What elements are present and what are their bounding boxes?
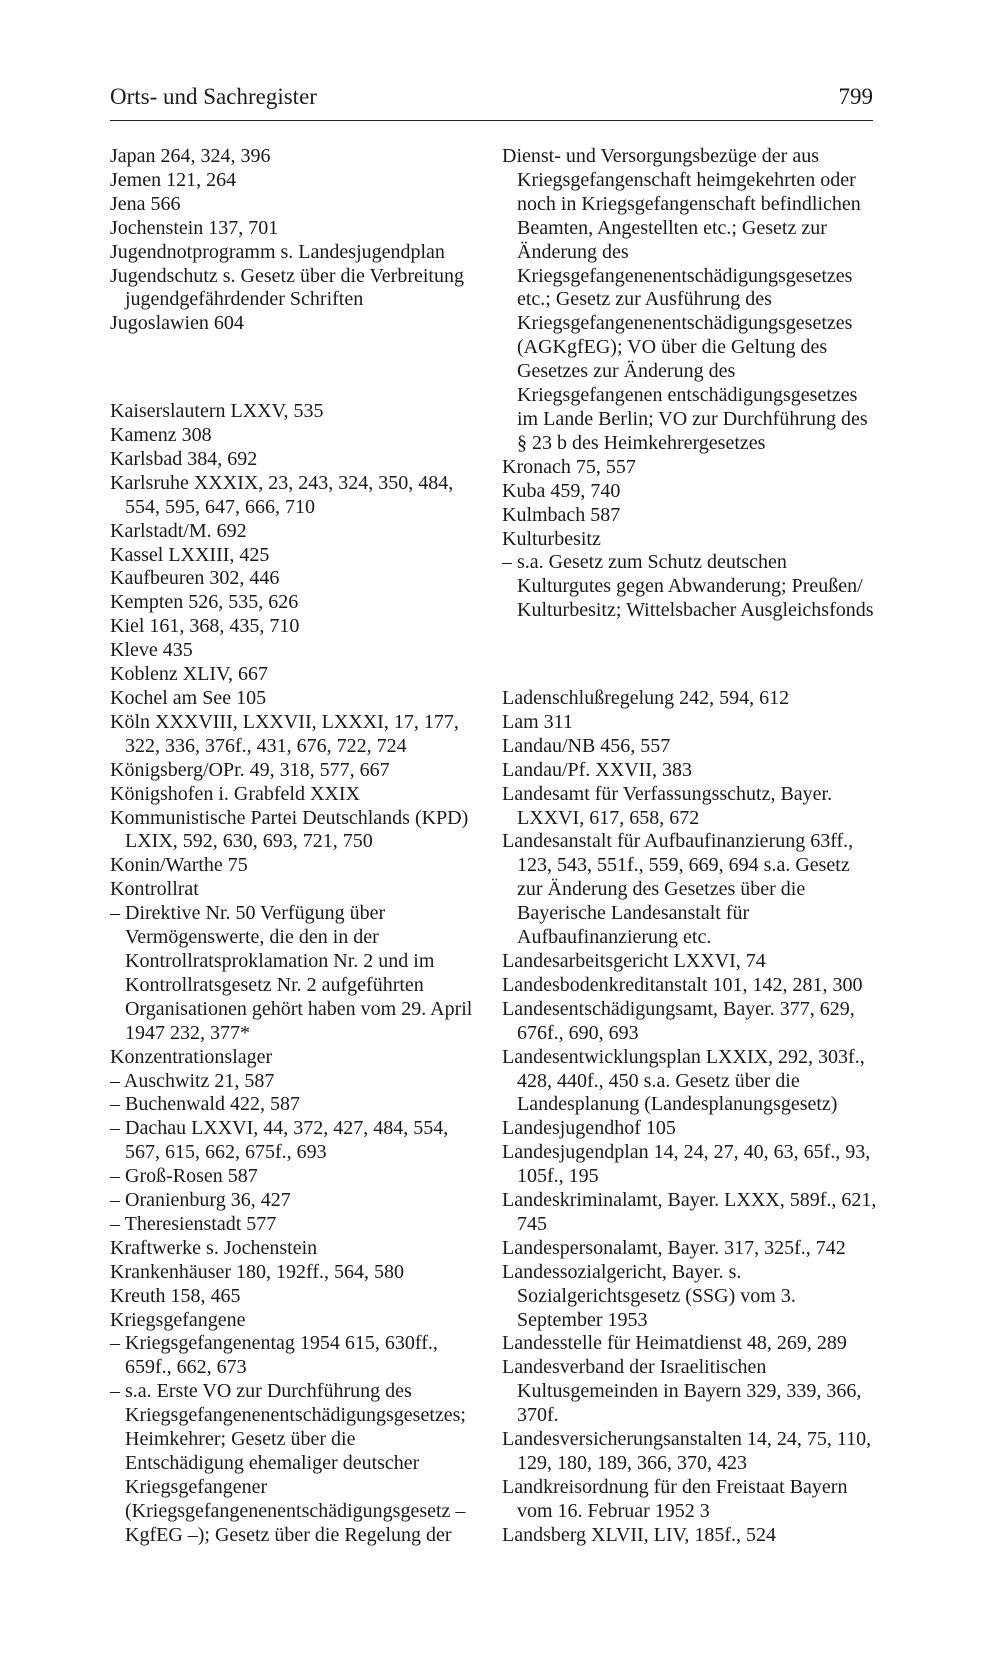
index-entry: Krankenhäuser 180, 192ff., 564, 580 <box>110 1260 405 1283</box>
index-entry: Kommunistische Partei Deutschlands (KPD) LXIX, 592, 630, 693, 721, 750 <box>110 806 469 853</box>
index-entry: – s.a. Erste VO zur Durchführung des Kriegsgefangenenentschädigungsgesetzes; Heimkehrer; Gesetz über die Entschädigung ehemaliger deutscher Kriegsgefangener (Kriegsgefangenenentschädigungsgesetz – KgfEG –); Gesetz über die Regelung der <box>110 1380 466 1546</box>
index-entry: Kulmbach 587 <box>502 503 621 526</box>
index-entry: Landesjugendhof 105 <box>502 1117 676 1140</box>
index-entry: Konin/Warthe 75 <box>110 854 248 877</box>
section-spacer <box>110 356 475 380</box>
index-entry: – Auschwitz 21, 587 <box>110 1069 275 1092</box>
index-entry: Landesamt für Verfassungsschutz, Bayer. LXXVI, 617, 658, 672 <box>502 782 833 829</box>
index-entry: – Buchenwald 422, 587 <box>110 1093 300 1116</box>
index-entry: Landesversicherungsanstalten 14, 24, 75, 110, 129, 180, 189, 366, 370, 423 <box>502 1428 872 1475</box>
index-entry: Kronach 75, 557 <box>502 455 636 478</box>
index-entry: Koblenz XLIV, 667 <box>110 663 268 686</box>
index-entry: Landesentschädigungsamt, Bayer. 377, 629, 676f., 690, 693 <box>502 997 855 1044</box>
index-entry: Landau/NB 456, 557 <box>502 734 671 757</box>
index-entry: Jugoslawien 604 <box>110 312 244 335</box>
index-entry: Landespersonalamt, Bayer. 317, 325f., 742 <box>502 1236 846 1259</box>
index-entry: Königshofen i. Grabfeld XXIX <box>110 782 360 805</box>
index-entry: Jena 566 <box>110 192 181 215</box>
index-entry: – s.a. Gesetz zum Schutz deutschen Kulturgutes gegen Abwanderung; Preußen/ Kulturbesitz; Wittelsbacher Ausgleichsfonds <box>502 551 874 622</box>
index-entry: Konzentrationslager <box>110 1045 273 1068</box>
index-entry: Karlsbad 384, 692 <box>110 447 258 470</box>
running-header <box>110 80 873 121</box>
index-entry: – Direktive Nr. 50 Verfügung über Vermögenswerte, die den in der Kontrollratsproklamation Nr. 2 und im Kontrollratsgesetz Nr. 2 aufgeführten Organisationen gehört haben vom 29. April 1947 232, 377* <box>110 902 473 1044</box>
index-entry: Landesarbeitsgericht LXXVI, 74 <box>502 949 766 972</box>
index-entry: Kriegsgefangene <box>110 1308 246 1331</box>
index-entry: Ladenschlußregelung 242, 594, 612 <box>502 687 790 710</box>
index-entry: Jugendnotprogramm s. Landesjugendplan <box>110 240 445 263</box>
index-entry: – Kriegsgefangenentag 1954 615, 630ff., 659f., 662, 673 <box>110 1332 438 1379</box>
index-entry: Lam 311 <box>502 710 573 733</box>
index-entry: Landesstelle für Heimatdienst 48, 269, 289 <box>502 1332 847 1355</box>
index-entry: Karlsruhe XXXIX, 23, 243, 324, 350, 484, 554, 595, 647, 666, 710 <box>110 471 454 518</box>
index-entry: Landesverband der Israelitischen Kultusgemeinden in Bayern 329, 339, 366, 370f. <box>502 1356 862 1427</box>
index-entry: Kraftwerke s. Jochenstein <box>110 1236 318 1259</box>
index-entry: Landeskriminalamt, Bayer. LXXX, 589f., 621, 745 <box>502 1189 877 1235</box>
index-entry: Königsberg/OPr. 49, 318, 577, 667 <box>110 758 390 781</box>
index-entry: Kontrollrat <box>110 878 199 901</box>
index-entry: Kamenz 308 <box>110 424 212 447</box>
page-number: 799 <box>838 84 873 109</box>
index-entry: – Dachau LXXVI, 44, 372, 427, 484, 554, 567, 615, 662, 675f., 693 <box>110 1117 449 1164</box>
index-entry: Kuba 459, 740 <box>502 479 621 502</box>
index-entry: Jugendschutz s. Gesetz über die Verbreitung jugendgefährdender Schriften <box>110 264 464 311</box>
left-index-column <box>110 145 475 1548</box>
right-index-column <box>502 145 877 1548</box>
index-entry: Landessozialgericht, Bayer. s. Sozialgerichtsgesetz (SSG) vom 3. September 1953 <box>502 1260 796 1331</box>
index-entry: Landesentwicklungsplan LXXIX, 292, 303f., 428, 440f., 450 s.a. Gesetz über die Landesplanung (Landesplanungsgesetz) <box>502 1045 865 1116</box>
index-entry: Japan 264, 324, 396 <box>110 145 271 167</box>
index-entry: – Theresienstadt 577 <box>110 1212 277 1235</box>
index-entry: Köln XXXVIII, LXXVII, LXXXI, 17, 177, 322, 336, 376f., 431, 676, 722, 724 <box>110 710 459 757</box>
index-entry: Jemen 121, 264 <box>110 168 237 191</box>
index-entry: Jochenstein 137, 701 <box>110 216 279 239</box>
index-entry: Landsberg XLVII, LIV, 185f., 524 <box>502 1523 777 1546</box>
index-entry: Kempten 526, 535, 626 <box>110 591 299 614</box>
index-entry: Kulturbesitz <box>502 527 601 550</box>
index-entry: – Groß-Rosen 587 <box>110 1165 258 1188</box>
index-entry: Kassel LXXIII, 425 <box>110 543 270 566</box>
index-entry: Landesbodenkreditanstalt 101, 142, 281, 300 <box>502 973 863 996</box>
register-title: Orts- und Sachregister <box>110 84 317 109</box>
index-entry: Karlstadt/M. 692 <box>110 519 247 542</box>
index-entry: – Oranienburg 36, 427 <box>110 1189 291 1212</box>
index-entry: Kaufbeuren 302, 446 <box>110 567 280 590</box>
index-entry: Landkreisordnung für den Freistaat Bayern vom 16. Februar 1952 3 <box>502 1475 848 1522</box>
section-spacer <box>502 643 877 667</box>
index-entry: Kiel 161, 368, 435, 710 <box>110 615 300 638</box>
index-entry: Kochel am See 105 <box>110 687 267 710</box>
index-entry: Dienst- und Versorgungsbezüge der aus Kriegsgefangenschaft heimgekehrten oder noch in Kriegsgefangenschaft befindlichen Beamten, Angestellten etc.; Gesetz zur Änderung des Kriegsgefangenenentschädigungsgesetzes etc.; Gesetz zur Ausführung des Kriegsgefangenenentschädigungsgesetzes (AGKgfEG); VO über die Geltung des Gesetzes zur Änderung des Kriegsgefangenen entschädigungsgesetzes im Lande Berlin; VO zur Durchführung des § 23 b des Heimkehrergesetzes <box>502 145 868 454</box>
index-entry: Kreuth 158, 465 <box>110 1284 241 1307</box>
index-entry: Landesjugendplan 14, 24, 27, 40, 63, 65f., 93, 105f., 195 <box>502 1141 871 1188</box>
index-entry: Kaiserslautern LXXV, 535 <box>110 400 324 423</box>
index-entry: Kleve 435 <box>110 639 193 662</box>
index-entry: Landau/Pf. XXVII, 383 <box>502 758 692 781</box>
index-entry: Landesanstalt für Aufbaufinanzierung 63ff., 123, 543, 551f., 559, 669, 694 s.a. Gesetz zur Änderung des Gesetzes über die Bayerische Landesanstalt für Aufbaufinanzierung etc. <box>502 830 854 949</box>
